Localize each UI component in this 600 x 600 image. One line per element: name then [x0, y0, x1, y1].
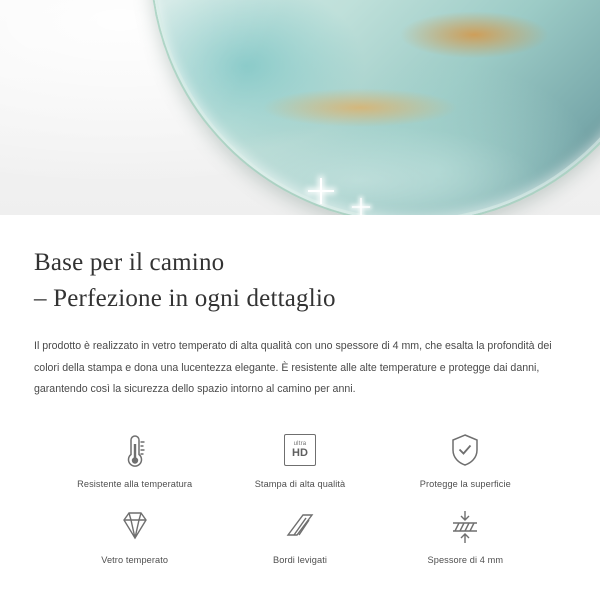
page-title [34, 245, 566, 316]
headline-line-1: Base per il camino [34, 249, 225, 276]
feature-label: Vetro temperato [101, 555, 169, 566]
ultra-hd-icon [284, 427, 316, 473]
feature-label: Spessore di 4 mm [427, 555, 504, 566]
content-area [0, 215, 600, 565]
headline-line-2: – Perfezione in ogni dettaglio [34, 284, 336, 312]
ultra-hd-small-text: ultra [293, 441, 307, 448]
feature-label: Stampa di alta qualità [254, 479, 346, 490]
feature-item-temperature [52, 427, 217, 489]
feature-label: Protegge la superficie [419, 479, 511, 490]
feature-grid [34, 427, 566, 565]
feature-item-tempered-glass [52, 503, 217, 565]
feature-item-surface-protection [383, 427, 548, 489]
feature-label: Resistente alla temperatura [77, 479, 193, 490]
polished-edges-icon [281, 503, 319, 549]
thermometer-icon [118, 427, 152, 473]
description-paragraph: Il prodotto è realizzato in vetro temperato di alta qualità con uno spessore di 4 mm, che esalta la profondità dei colori della stampa e dona una lucentezza elegante. È resistente alle alte temperature e protegge dai danni, garantendo così la sicurezza dello spazio intorno al camino per anni. [34, 340, 552, 396]
diamond-icon [116, 503, 154, 549]
feature-item-thickness [383, 503, 548, 565]
feature-label: Bordi levigati [272, 555, 327, 566]
thickness-arrows-icon [447, 503, 483, 549]
feature-item-polished-edges [217, 503, 382, 565]
hero-image [0, 0, 600, 215]
shield-check-icon [448, 427, 482, 473]
glass-plate [150, 0, 600, 215]
feature-item-print-quality [217, 427, 382, 489]
ultra-hd-big-text: HD [292, 447, 308, 460]
